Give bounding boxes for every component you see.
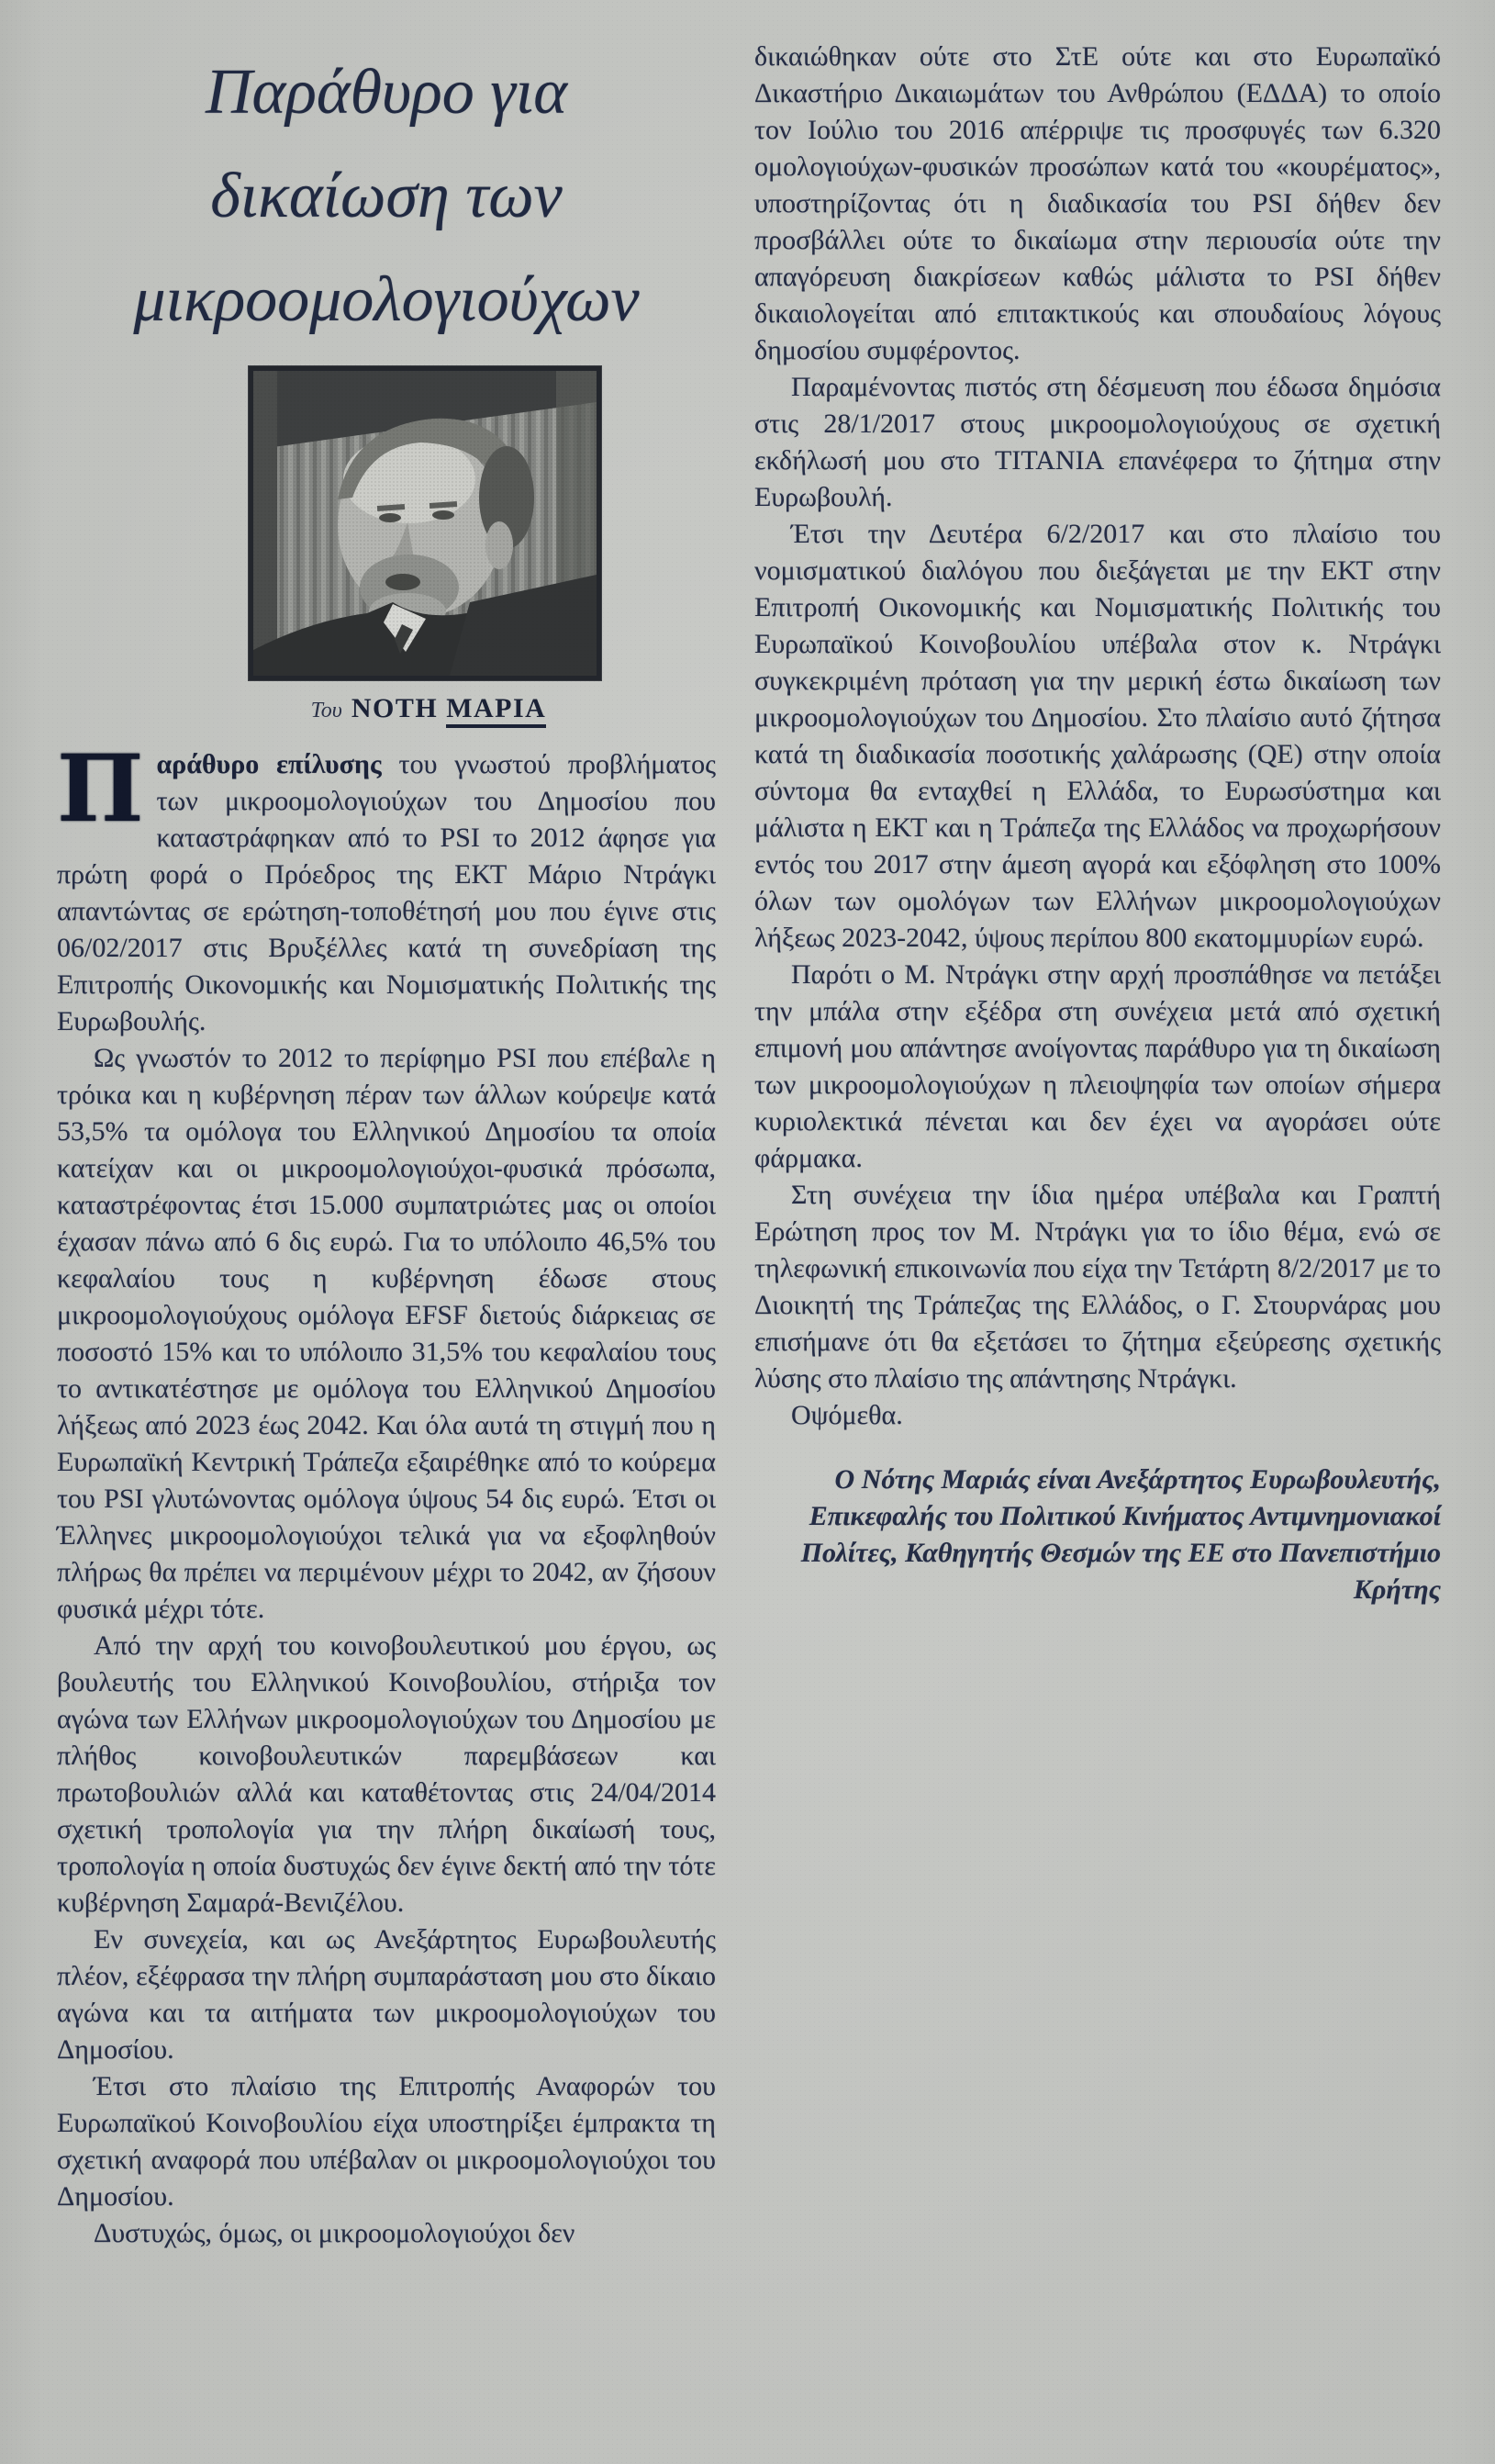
paragraph: δικαιώθηκαν ούτε στο ΣτΕ ούτε και στο Ευρωπαϊκό Δικαστήριο Δικαιωμάτων του Ανθρώπου (ΕΔΔΑ) το οποίο τον Ιούλιο του 2016 απέρριψε τις προσφυγές των 6.320 ομολογιούχων-φυσικών προσώπων κατά του «κουρέματος», υποστηρίζοντας ότι η διαδικασία του PSI δήθεν δεν προσβάλλει ούτε το δικαίωμα στην περιουσία ούτε την απαγόρευση διακρίσεων καθώς μάλιστα το PSI δήθεν δικαιολογείται από επιτακτικούς και σπουδαίους λόγους δημοσίου συμφέροντος. (754, 41, 1441, 365)
title-line-3: μικροομολογιούχων (133, 264, 640, 335)
right-column (754, 39, 1441, 1608)
paragraph: Δυστυχώς, όμως, οι μικροομολογιούχοι δεν (94, 2218, 575, 2248)
byline-first-name: ΝΟΤΗ (351, 693, 439, 723)
paragraph: Έτσι στο πλαίσιο της Επιτροπής Αναφορών του Ευρωπαϊκού Κοινοβουλίου είχα υποστηρίξει έμπρακτα τη σχετική αναφορά που υπέβαλαν οι μικροομολογιούχοι του Δημοσίου. (57, 2071, 716, 2212)
paragraph: Στη συνέχεια την ίδια ημέρα υπέβαλα και Γραπτή Ερώτηση προς τον Μ. Ντράγκι για το ίδιο θέμα, ενώ σε τηλεφωνική επικοινωνία που είχα την Τετάρτη 8/2/2017 με το Διοικητή της Τράπεζας της Ελλάδος, ο Γ. Στουρνάρας μου επισήμανε ότι θα εξετάσει το ζήτημα εξεύρεσης σχετικής λύσης στο πλαίσιο της απάντησης Ντράγκι. (754, 1180, 1441, 1394)
closing-word: Οψόμεθα. (791, 1400, 903, 1430)
title-line-1: Παράθυρο για (205, 57, 568, 128)
article-title (57, 40, 716, 352)
article-body-left (57, 734, 716, 2252)
paragraph: Εν συνεχεία, και ως Ανεξάρτητος Ευρωβουλευτής πλέον, εξέφρασα την πλήρη συμπαράσταση μου στο δίκαιο αγώνα και τα αιτήματα των μικροομολογιούχων του Δημοσίου. (57, 1924, 716, 2065)
author-photo (249, 366, 601, 680)
paragraph: Παραμένοντας πιστός στη δέσμευση που έδωσα δημόσια στις 28/1/2017 στους μικροομολογιούχους σε σχετική εκδήλωσή μου στο ΤΙΤΑΝΙΑ επανέφερα το ζήτημα στην Ευρωβουλή. (754, 372, 1441, 512)
byline (99, 693, 758, 724)
dropcap: Π (57, 734, 144, 843)
paragraph: Από την αρχή του κοινοβουλευτικού μου έργου, ως βουλευτής του Ελληνικού Κοινοβουλίου, στήριξα τον αγώνα των Ελλήνων μικροομολογιούχων του Δημοσίου με πλήθος κοινοβουλευτικών παρεμβάσεων και πρωτοβουλιών αλλά και καταθέτοντας στις 24/04/2014 σχετική τροπολογία για την πλήρη δικαίωσή τους, τροπολογία η οποία δυστυχώς δεν έγινε δεκτή από την τότε κυβέρνηση Σαμαρά-Βενιζέλου. (57, 1630, 716, 1918)
author-bio-footer: Ο Νότης Μαριάς είναι Ανεξάρτητος Ευρωβουλευτής, Επικεφαλής του Πολιτικού Κινήματος Αντιμνημονιακοί Πολίτες, Καθηγητής Θεσμών της ΕΕ στο Πανεπιστήμιο Κρήτης (800, 1464, 1441, 1605)
paragraph-lead (57, 734, 716, 1040)
byline-last-name: ΜΑΡΙΑ (446, 693, 546, 728)
title-line-2: δικαίωση των (210, 161, 563, 231)
left-column (57, 35, 716, 2252)
lead-paragraph-text: του γνωστού προβλήματος των μικροομολογιούχων του Δημοσίου που καταστράφηκαν από το PSI το 2012 άφησε για πρώτη φορά ο Πρόεδρος της ΕΚΤ Μάριο Ντράγκι απαντώντας σε ερώτηση-τοποθέτησή μου που έγινε στις 06/02/2017 στις Βρυξέλλες κατά τη συνεδρίαση της Επιτροπής Οικονομικής και Νομισματικής Πολιτικής της Ευρωβουλής. (57, 749, 716, 1036)
lead-phrase: αράθυρο επίλυσης (156, 749, 382, 779)
paragraph: Ως γνωστόν το 2012 το περίφημο PSI που επέβαλε η τρόικα και η κυβέρνηση πέραν των άλλων κούρεψε κατά 53,5% τα ομόλογα του Ελληνικού Δημοσίου τα οποία κατείχαν και οι μικροομολογιούχοι-φυσικά πρόσωπα, καταστρέφοντας έτσι 15.000 συμπατριώτες μας οι οποίοι έχασαν πάνω από 6 δις ευρώ. Για το υπόλοιπο 46,5% του κεφαλαίου τους η κυβέρνηση έδωσε στους μικροομολογιούχους ομόλογα EFSF διετούς διάρκειας σε ποσοστό 15% και το υπόλοιπο 31,5% του κεφαλαίου τους το αντικατέστησε με ομόλογα του Ελληνικού Δημοσίου λήξεως από 2023 έως 2042. Και όλα αυτά τη στιγμή που η Ευρωπαϊκή Κεντρική Τράπεζα εξαιρέθηκε από το κούρεμα του PSI γλυτώνοντας ομόλογα ύψους 54 δις ευρώ. Έτσι οι Έλληνες μικροομολογιούχοι τελικά για να εξοφληθούν πλήρως θα πρέπει να περιμένουν μέχρι το 2042, αν ζήσουν φυσικά μέχρι τότε. (57, 1043, 716, 1624)
author-photo-illustration (253, 371, 597, 676)
byline-prefix: Του (310, 699, 342, 722)
paragraph: Παρότι ο Μ. Ντράγκι στην αρχή προσπάθησε να πετάξει την μπάλα στην εξέδρα στη συνέχεια μετά από σχετική επιμονή μου απάντησε ανοίγοντας παράθυρο για τη δικαίωση των μικροομολογιούχων η πλειοψηφία των οποίων σήμερα κυριολεκτικά πένεται και δεν έχει να αγοράσει ούτε φάρμακα. (754, 959, 1441, 1173)
paragraph: Έτσι την Δευτέρα 6/2/2017 και στο πλαίσιο του νομισματικού διαλόγου που διεξάγεται με την ΕΚΤ στην Επιτροπή Οικονομικής και Νομισματικής Πολιτικής του Ευρωπαϊκού Κοινοβουλίου υπέβαλα στον κ. Ντράγκι συγκεκριμένη πρόταση για την μερική έστω δικαίωση των μικροομολογιούχων του Δημοσίου. Στο πλαίσιο αυτό ζήτησα κατά τη διαδικασία ποσοτικής χαλάρωσης (QE) στην οποία σύντομα θα ενταχθεί η Ελλάδα, το Ευρωσύστημα και μάλιστα η ΕΚΤ και η Τράπεζα της Ελλάδος να προχωρήσουν εντός του 2017 στην άμεση αγορά και εξόφληση στο 100% όλων των ομολόγων των Ελλήνων μικροομολογιούχων λήξεως 2023-2042, ύψους περίπου 800 εκατομμυρίων ευρώ. (754, 519, 1441, 953)
